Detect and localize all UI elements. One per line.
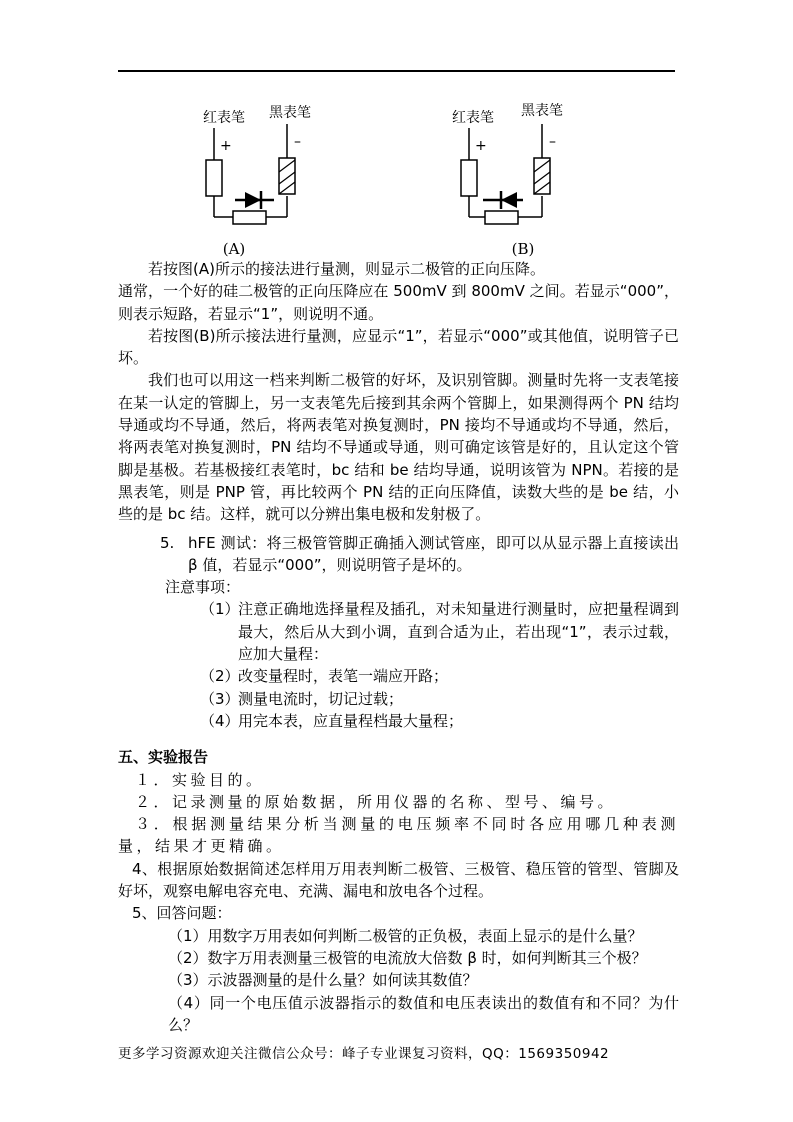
note-number: （3）: [200, 689, 240, 708]
black-probe-label-a: 黑表笔: [269, 105, 311, 121]
note-number: （2）: [200, 667, 240, 686]
red-probe-label-b: 红表笔: [452, 110, 494, 126]
question-item: （2）数字万用表测量三极管的电流放大倍数 β 时，如何判断其三个极？: [168, 948, 647, 967]
probe-body-plain-a: [206, 160, 222, 196]
report-item-4: 4、根据原始数据简述怎样用万用表判断二极管、三极管、稳压管的管型、管脚及好坏，观察电解电容充电、充满、漏电和放电各个过程。: [118, 859, 679, 901]
page-footer: 更多学习资源欢迎关注微信公众号：峰子专业课复习资料，QQ：1569350942: [118, 1046, 610, 1062]
notes-title: 注意事项：: [165, 578, 241, 597]
plus-sign-b: +: [475, 138, 487, 154]
minus-sign-b: –: [549, 134, 556, 150]
note-item: [200, 598, 679, 665]
diode-triangle-left-icon: [501, 192, 517, 208]
list-number: 5.: [160, 533, 175, 552]
list-item-hfe-test: [118, 532, 679, 577]
red-probe-label-a: 红表笔: [203, 110, 245, 126]
question-item: （3）示波器测量的是什么量？如何读其数值？: [168, 971, 478, 990]
paragraph-figure-a: 若按图(A)所示的接法进行量测，则显示二极管的正向压降。: [148, 260, 545, 278]
note-item: [200, 688, 679, 710]
probe-body-plain-b: [461, 160, 477, 196]
note-text: 注意正确地选择量程及插孔，对未知量进行测量时，应把量程调到最大，然后从大到小调，直到合适为止，若出现“1”，表示过载，应加大量程：: [238, 600, 679, 664]
report-item-1: １．实验目的。: [135, 770, 265, 789]
resistor-box-a: [233, 211, 266, 224]
question-item: （1）用数字万用表如何判断二极管的正负极，表面上显示的是什么量？: [168, 926, 643, 945]
note-number: （1）: [200, 600, 240, 619]
section-heading-report: 五、实验报告: [118, 748, 209, 767]
minus-sign-a: –: [294, 134, 301, 150]
paragraph-forward-drop: 通常，一个好的硅二极管的正向压降应在 500mV 到 800mV 之间。若显示“000”，则表示短路，若显示“1”，则说明不通。: [118, 282, 679, 323]
note-item: [200, 710, 679, 732]
diode-triangle-right-icon: [245, 192, 261, 208]
resistor-box-b: [485, 211, 518, 224]
report-item-2: ２．记录测量的原始数据，所用仪器的名称、型号、编号。: [135, 792, 617, 811]
caption-b: (B): [511, 240, 535, 258]
header-rule: [118, 70, 675, 72]
caption-a: (A): [222, 240, 246, 258]
report-item-5: 5、回答问题：: [132, 904, 232, 923]
paragraph-figure-b: 若按图(B)所示接法进行量测，应显示“1”，若显示“000”或其他值，说明管子已坏。: [118, 326, 679, 368]
hfe-test-text: hFE 测试：将三极管管脚正确插入测试管座，即可以从显示器上直接读出 β 值，若显示“000”，则说明管子是坏的。: [188, 533, 679, 574]
note-text: 改变量程时，表笔一端应开路；: [238, 667, 449, 686]
report-item-3: ３．根据测量结果分析当测量的电压频率不同时各应用哪几种表测量，结果才更精确。: [118, 815, 679, 856]
note-item: [200, 665, 679, 687]
note-text: 用完本表，应直量程档最大量程；: [238, 711, 464, 730]
plus-sign-a: +: [220, 138, 232, 154]
diode-test-circuit-b: [405, 98, 635, 258]
document-body: [118, 258, 679, 1036]
note-text: 测量电流时，切记过载；: [238, 689, 404, 708]
question-item: （4）同一个电压值示波器指示的数值和电压表读出的数值有和不同？为什么？: [168, 993, 679, 1034]
black-probe-label-b: 黑表笔: [521, 103, 563, 119]
diode-test-circuit-a: [150, 98, 380, 258]
paragraph-transistor-judge: 我们也可以用这一档来判断二极管的好坏，及识别管脚。测量时先将一支表笔接在某一认定的管脚上，另一支表笔先后接到其余两个管脚上，如果测得两个 PN 结均导通或均不导通，然后，将两表笔对换复测时，PN 接均不导通或均不导通，然后，将两表笔对换复测时，PN 结均不导通或导通，则可确定该管是好的，且认定这个管脚是基极。若基极接红表笔时，bc 结和 be 结均导通，说明该管为 NPN。若接的是黑表笔，则是 PNP 管，再比较两个 PN 结的正向压降值，读数大些的是 be 结，小些的是 bc 结。这样，就可以分辨出集电极和发射极了。: [118, 371, 679, 524]
note-number: （4）: [200, 711, 240, 730]
